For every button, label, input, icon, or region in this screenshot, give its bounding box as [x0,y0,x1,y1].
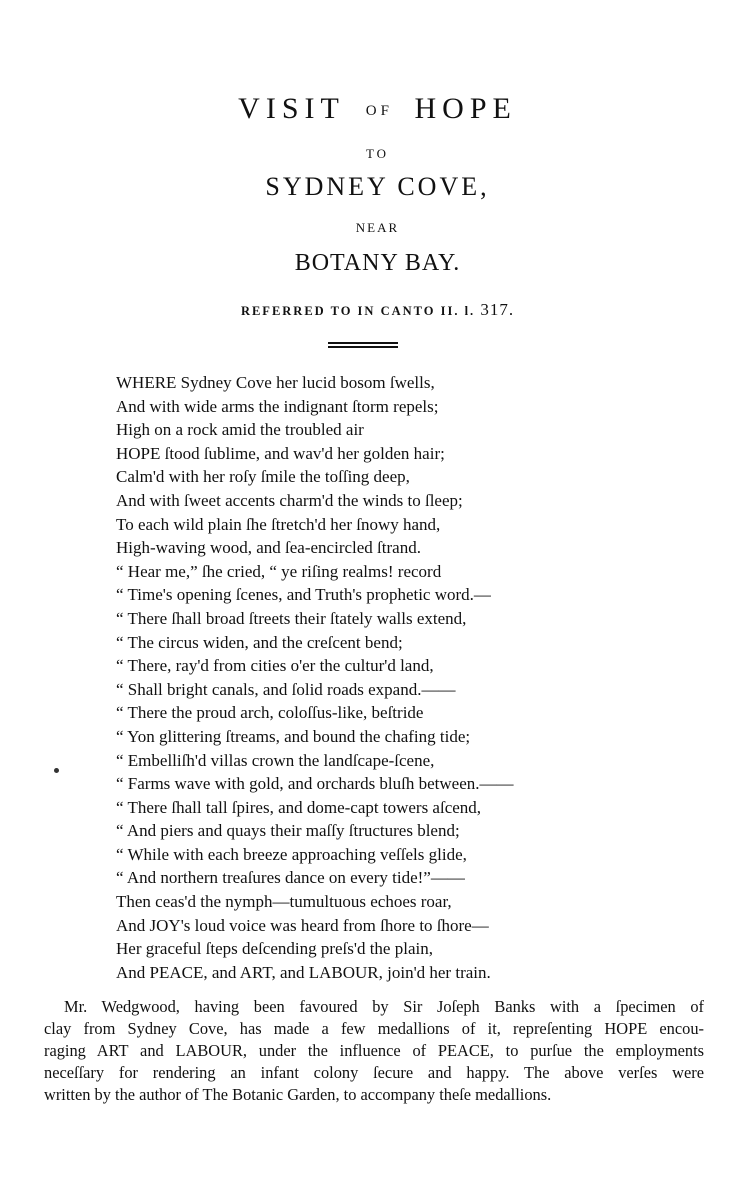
title-word-visit: VISIT [238,92,345,125]
title-line-to: TO [365,146,390,161]
poem-line: “ Embelliſh'd villas crown the landſcape-ſcene, [116,750,435,770]
footnote-line: written by the author of The Botanic Garden, to accompany theſe medallions. [44,1085,552,1104]
poem-line: And PEACE, and ART, and LABOUR, join'd her train. [116,962,491,982]
poem-line: “ While with each breeze approaching veſſels glide, [116,844,467,864]
poem-line: “ And piers and quays their maſſy ſtructures blend; [116,821,460,841]
poem-line: High on a rock amid the troubled air [116,420,364,440]
poem-line: High-waving wood, and ſea-encircled ſtrand. [116,538,421,558]
poem-line: And JOY's loud voice was heard from ſhore to ſhore— [116,915,489,935]
title-visit-of-hope [0,92,755,126]
poem-line: To each wild plain ſhe ſtretch'd her ſnowy hand, [116,514,441,534]
reference-line [0,300,755,320]
title-line-sydney-cove: SYDNEY COVE, [265,172,490,201]
footnote-line: clay from Sydney Cove, has made a few medallions of it, repreſenting HOPE encou- [44,1019,704,1038]
title-line-botany-bay: BOTANY BAY. [294,250,461,276]
poem-line: Then ceas'd the nymph—tumultuous echoes roar, [116,892,452,912]
poem-line: “ Hear me,” ſhe cried, “ ye riſing realms! record [116,561,442,581]
title-line-near: NEAR [355,220,400,235]
title-word-of: OF [365,103,393,119]
footnote-line: Mr. Wedgwood, having been favoured by Sir Joſeph Banks with a ſpecimen of [64,997,704,1016]
poem-line: “ Yon glittering ſtreams, and bound the chafing tide; [116,726,471,746]
ink-speck [54,768,59,773]
footnote-line: raging ART and LABOUR, under the influence of PEACE, to purſue the employments [44,1041,704,1060]
poem-line: HOPE ſtood ſublime, and wav'd her golden hair; [116,443,445,463]
poem-line: “ There ſhall tall ſpires, and dome-capt towers aſcend, [116,797,482,817]
poem-line: “ There ſhall broad ſtreets their ſtately walls extend, [116,608,467,628]
poem-line: And with wide arms the indignant ſtorm repels; [116,396,439,416]
reference-text: REFERRED TO IN CANTO II. l. [240,304,476,318]
poem-line: “ There, ray'd from cities o'er the cultur'd land, [116,656,434,676]
double-rule-divider [328,342,398,350]
poem-line: “ Farms wave with gold, and orchards bluſh between.—— [116,774,514,794]
title-word-hope: HOPE [414,92,517,125]
poem-line: Calm'd with her roſy ſmile the toſſing deep, [116,467,410,487]
poem-line: “ And northern treaſures dance on every tide!”—— [116,868,465,888]
poem-line: And with ſweet accents charm'd the winds to ſleep; [116,490,463,510]
poem-line: “ Time's opening ſcenes, and Truth's prophetic word.— [116,585,491,605]
poem-line: Her graceful ſteps deſcending preſs'd the plain, [116,939,433,959]
poem [116,371,576,984]
poem-line: “ There the proud arch, coloſſus-like, beſtride [116,703,424,723]
poem-line: “ Shall bright canals, and ſolid roads expand.—— [116,679,456,699]
poem-line: WHERE Sydney Cove her lucid bosom ſwells, [116,373,435,392]
footnote-line: neceſſary for rendering an infant colony ſecure and happy. The above verſes were [44,1063,704,1082]
poem-line: “ The circus widen, and the creſcent bend; [116,632,403,652]
reference-number: 317. [480,300,515,319]
footnote [44,996,704,1106]
